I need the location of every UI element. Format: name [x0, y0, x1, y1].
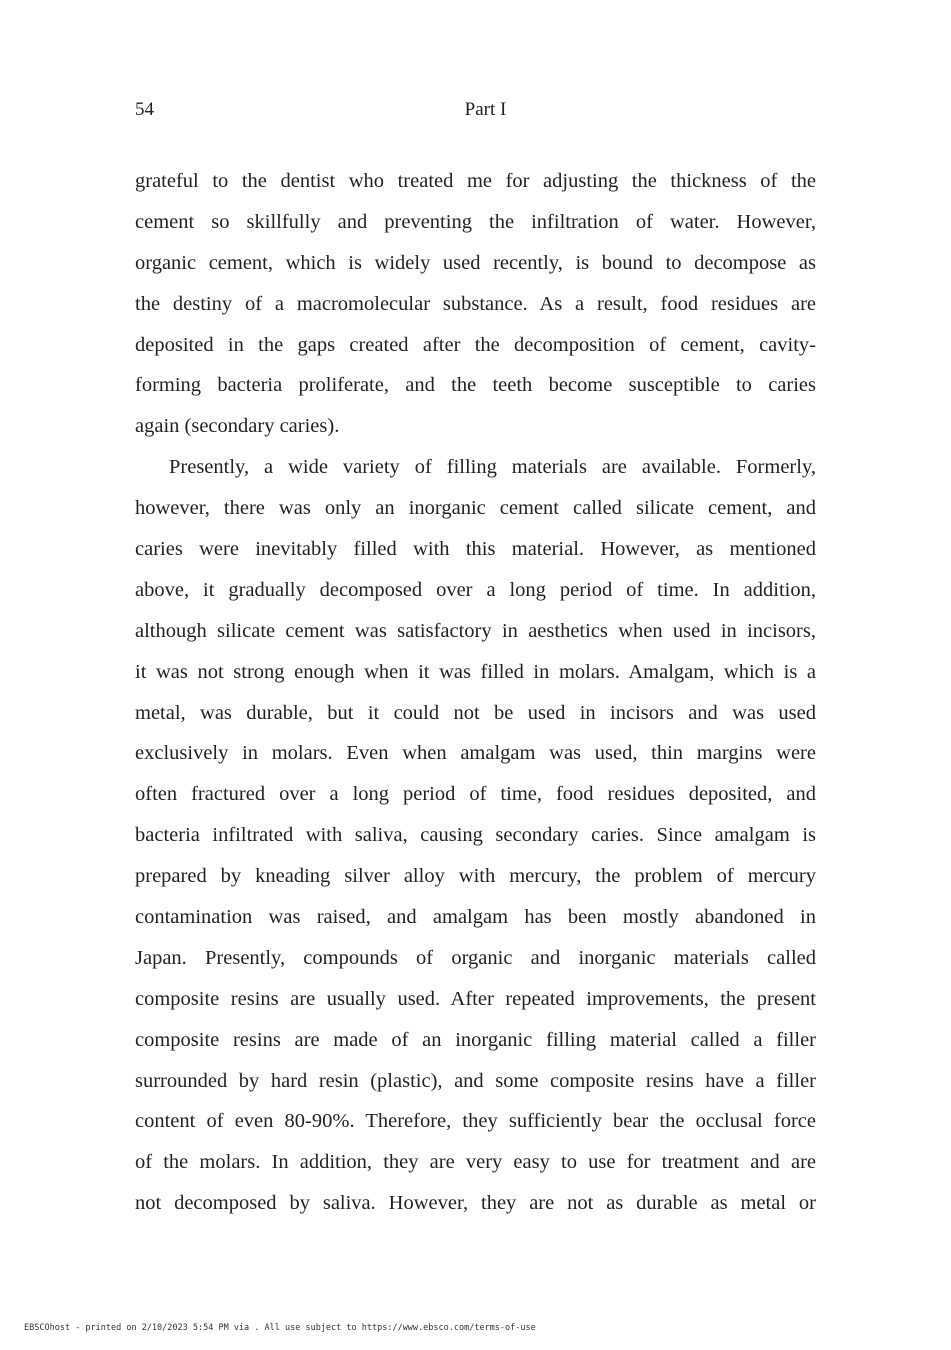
- text-line: composite resins are usually used. After repeated improvements, the present: [135, 987, 816, 1010]
- text-line: although silicate cement was satisfactory in aesthetics when used in incisors,: [135, 619, 816, 642]
- text-line: forming bacteria proliferate, and the teeth become susceptible to caries: [135, 374, 816, 397]
- paragraph-2: [135, 447, 816, 1224]
- running-head: Part I: [464, 99, 507, 120]
- text-line: contamination was raised, and amalgam has been mostly abandoned in: [135, 906, 816, 929]
- paragraph-1: [135, 161, 816, 447]
- text-line: metal, was durable, but it could not be used in incisors and was used: [135, 701, 816, 724]
- text-line: often fractured over a long period of time, food residues deposited, and: [135, 783, 816, 806]
- text-line: however, there was only an inorganic cement called silicate cement, and: [135, 497, 816, 520]
- text-line: Presently, a wide variety of filling materials are available. Formerly,: [169, 456, 816, 479]
- text-line: organic cement, which is widely used recently, is bound to decompose as: [135, 251, 816, 274]
- page-number: 54: [135, 99, 154, 120]
- text-line: cement so skillfully and preventing the infiltration of water. However,: [135, 210, 816, 233]
- text-line: not decomposed by saliva. However, they are not as durable as metal or: [135, 1192, 816, 1215]
- text-line: composite resins are made of an inorganic filling material called a filler: [135, 1028, 816, 1051]
- body-text: [135, 161, 816, 1224]
- text-line: caries were inevitably filled with this material. However, as mentioned: [135, 538, 816, 561]
- text-line: it was not strong enough when it was filled in molars. Amalgam, which is a: [135, 660, 816, 683]
- text-line: above, it gradually decomposed over a long period of time. In addition,: [135, 578, 816, 601]
- text-line: surrounded by hard resin (plastic), and some composite resins have a filler: [135, 1069, 816, 1092]
- text-line: the destiny of a macromolecular substance. As a result, food residues are: [135, 292, 816, 315]
- text-line: grateful to the dentist who treated me for adjusting the thickness of the: [135, 170, 816, 192]
- text-line: prepared by kneading silver alloy with mercury, the problem of mercury: [135, 865, 816, 888]
- text-line: Japan. Presently, compounds of organic and inorganic materials called: [135, 946, 816, 969]
- text-line: bacteria infiltrated with saliva, causing secondary caries. Since amalgam is: [135, 824, 816, 847]
- text-line: deposited in the gaps created after the decomposition of cement, cavity-: [135, 333, 816, 356]
- print-footer: EBSCOhost - printed on 2/10/2023 5:54 PM via . All use subject to https://www.ebsco.com/terms-of-use: [24, 1323, 536, 1333]
- text-line: of the molars. In addition, they are very easy to use for treatment and are: [135, 1151, 816, 1174]
- text-line: again (secondary caries).: [135, 415, 340, 438]
- text-line: exclusively in molars. Even when amalgam was used, thin margins were: [135, 742, 816, 765]
- text-line: content of even 80-90%. Therefore, they sufficiently bear the occlusal force: [135, 1110, 816, 1133]
